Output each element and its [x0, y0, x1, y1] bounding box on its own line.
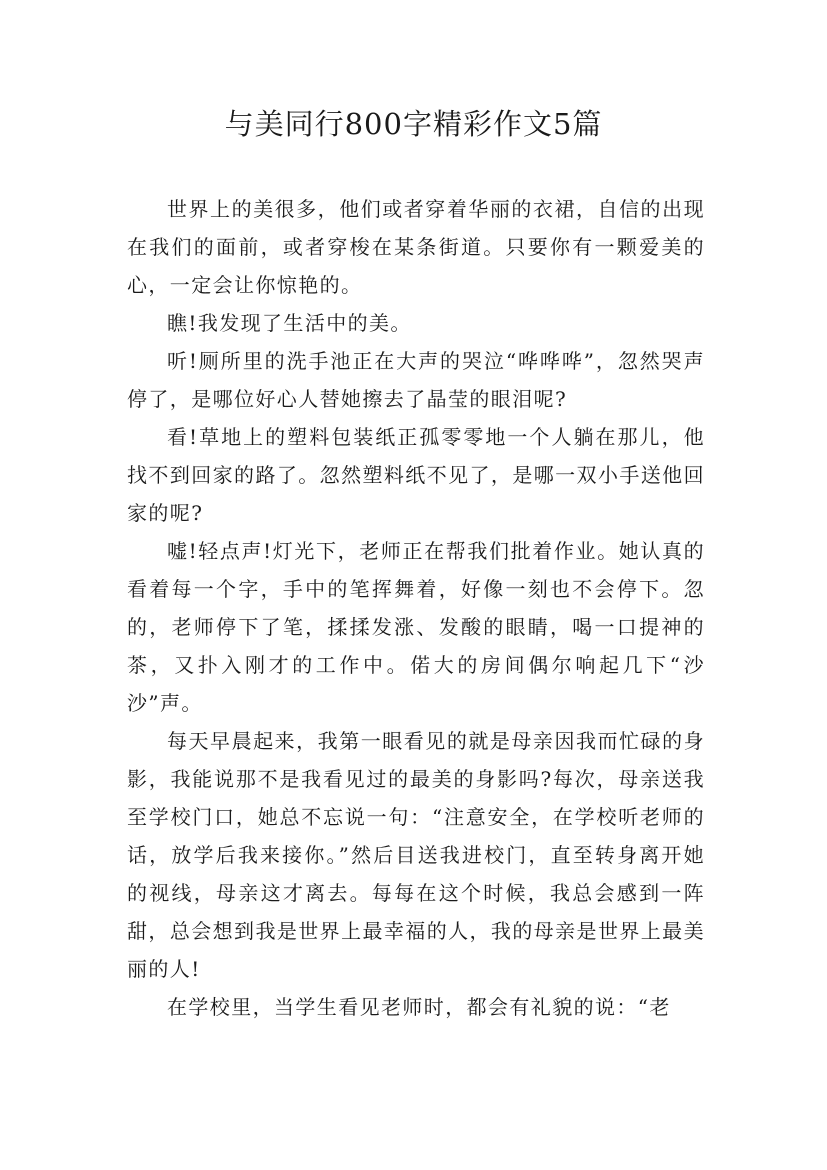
paragraph-4: 看!草地上的塑料包装纸正孤零零地一个人躺在那儿，他找不到回家的路了。忽然塑料纸不见了，是哪一双小手送他回家的呢?	[127, 425, 705, 525]
document-body	[127, 190, 705, 1026]
document-title: 与美同行800字精彩作文5篇	[224, 107, 603, 141]
paragraph-3: 听!厕所里的洗手池正在大声的哭泣“哗哗哗”，忽然哭声停了，是哪位好心人替她擦去了晶莹的眼泪呢?	[127, 349, 705, 411]
paragraph-7: 在学校里，当学生看见老师时，都会有礼貌的说：“老	[167, 995, 671, 1019]
paragraph-6: 每天早晨起来，我第一眼看见的就是母亲因我而忙碌的身影，我能说那不是我看见过的最美的身影吗?每次，母亲送我至学校门口，她总不忘说一句：“注意安全，在学校听老师的话，放学后我来接你。”然后目送我进校门，直至转身离开她的视线，母亲这才离去。每每在这个时候，我总会感到一阵甜，总会想到我是世界上最幸福的人，我的母亲是世界上最美丽的人!	[127, 729, 705, 981]
paragraph-1: 世界上的美很多，他们或者穿着华丽的衣裙，自信的出现在我们的面前，或者穿梭在某条街道。只要你有一颗爱美的心，一定会让你惊艳的。	[127, 197, 705, 297]
paragraph-2: 瞧!我发现了生活中的美。	[167, 311, 412, 335]
paragraph-5: 嘘!轻点声!灯光下，老师正在帮我们批着作业。她认真的看着每一个字，手中的笔挥舞着，好像一刻也不会停下。忽的，老师停下了笔，揉揉发涨、发酸的眼睛，喝一口提神的茶，又扑入刚才的工作中。偌大的房间偶尔响起几下“沙沙”声。	[127, 539, 705, 715]
